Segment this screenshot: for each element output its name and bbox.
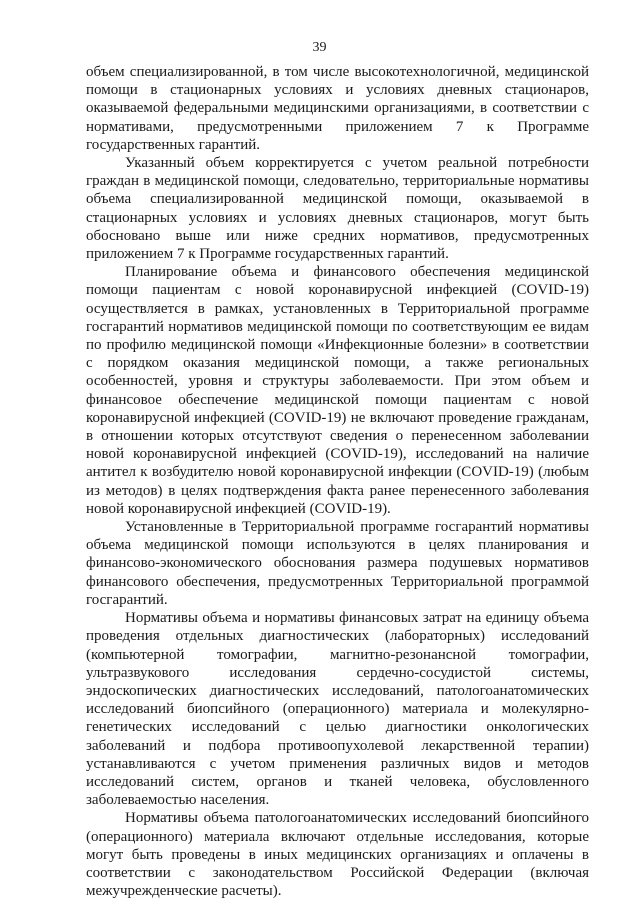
paragraph-continuation: объем специализированной, в том числе высокотехнологичной, медицинской помощи в стационарных условиях и условиях дневных стационаров, оказываемой федеральными медицинскими организациями, в соответствии с нормативами, предусмотренными приложением 7 к Программе государственных гарантий. [86, 64, 589, 153]
paragraph: Установленные в Территориальной программе госгарантий нормативы объема медицинской помощи используются в целях планирования и финансово-экономического обоснования размера подушевых нормативов финансового обеспечения, предусмотренных Территориальной программой госгарантий. [86, 519, 589, 608]
paragraph: Нормативы объема патологоанатомических исследований биопсийного (операционного) материала включают отдельные исследования, которые могут быть проведены в иных медицинских организациях и оплачены в соответствии с законодательством Российской Федерации (включая межучрежденческие расчеты). [86, 810, 589, 900]
page-number: 39 [312, 40, 327, 55]
paragraph: Указанный объем корректируется с учетом реальной потребности граждан в медицинской помощи, следовательно, территориальные нормативы объема специализированной медицинской помощи, оказываемой в стационарных условиях и условиях дневных стационаров, могут быть обосновано выше или ниже средних нормативов, предусмотренных приложением 7 к Программе государственных гарантий. [86, 155, 589, 263]
paragraph: Планирование объема и финансового обеспечения медицинской помощи пациентам с новой коронавирусной инфекцией (COVID-19) осуществляется в рамках, установленных в Территориальной программе госгарантий нормативов медицинской помощи по соответствующим ее видам по профилю медицинской помощи «Инфекционные болезни» в соответствии с порядком оказания медицинской помощи, а также региональных особенностей, уровня и структуры заболеваемости. При этом объем и финансовое обеспечение медицинской помощи пациентам с новой коронавирусной инфекцией (COVID-19) не включают проведение гражданам, в отношении которых отсутствуют сведения о перенесенном заболевании новой коронавирусной инфекцией (COVID-19), исследований на наличие антител к возбудителю новой коронавирусной инфекции (COVID-19) (любым из методов) в целях подтверждения факта ранее перенесенного заболевания новой коронавирусной инфекцией (COVID-19). [86, 264, 589, 517]
paragraph: Нормативы объема и нормативы финансовых затрат на единицу объема проведения отдельных диагностических (лабораторных) исследований (компьютерной томографии, магнитно-резонансной томографии, ультразвукового исследования сердечно-сосудистой системы, эндоскопических диагностических исследований, патологоанатомических исследований биопсийного (операционного) материала и молекулярно-генетических исследований с целью диагностики онкологических заболеваний и подбора противоопухолевой лекарственной терапии) устанавливаются с учетом применения различных видов и методов исследований систем, органов и тканей человека, обусловленного заболеваемостью населения. [86, 610, 589, 809]
document-body [86, 63, 589, 900]
